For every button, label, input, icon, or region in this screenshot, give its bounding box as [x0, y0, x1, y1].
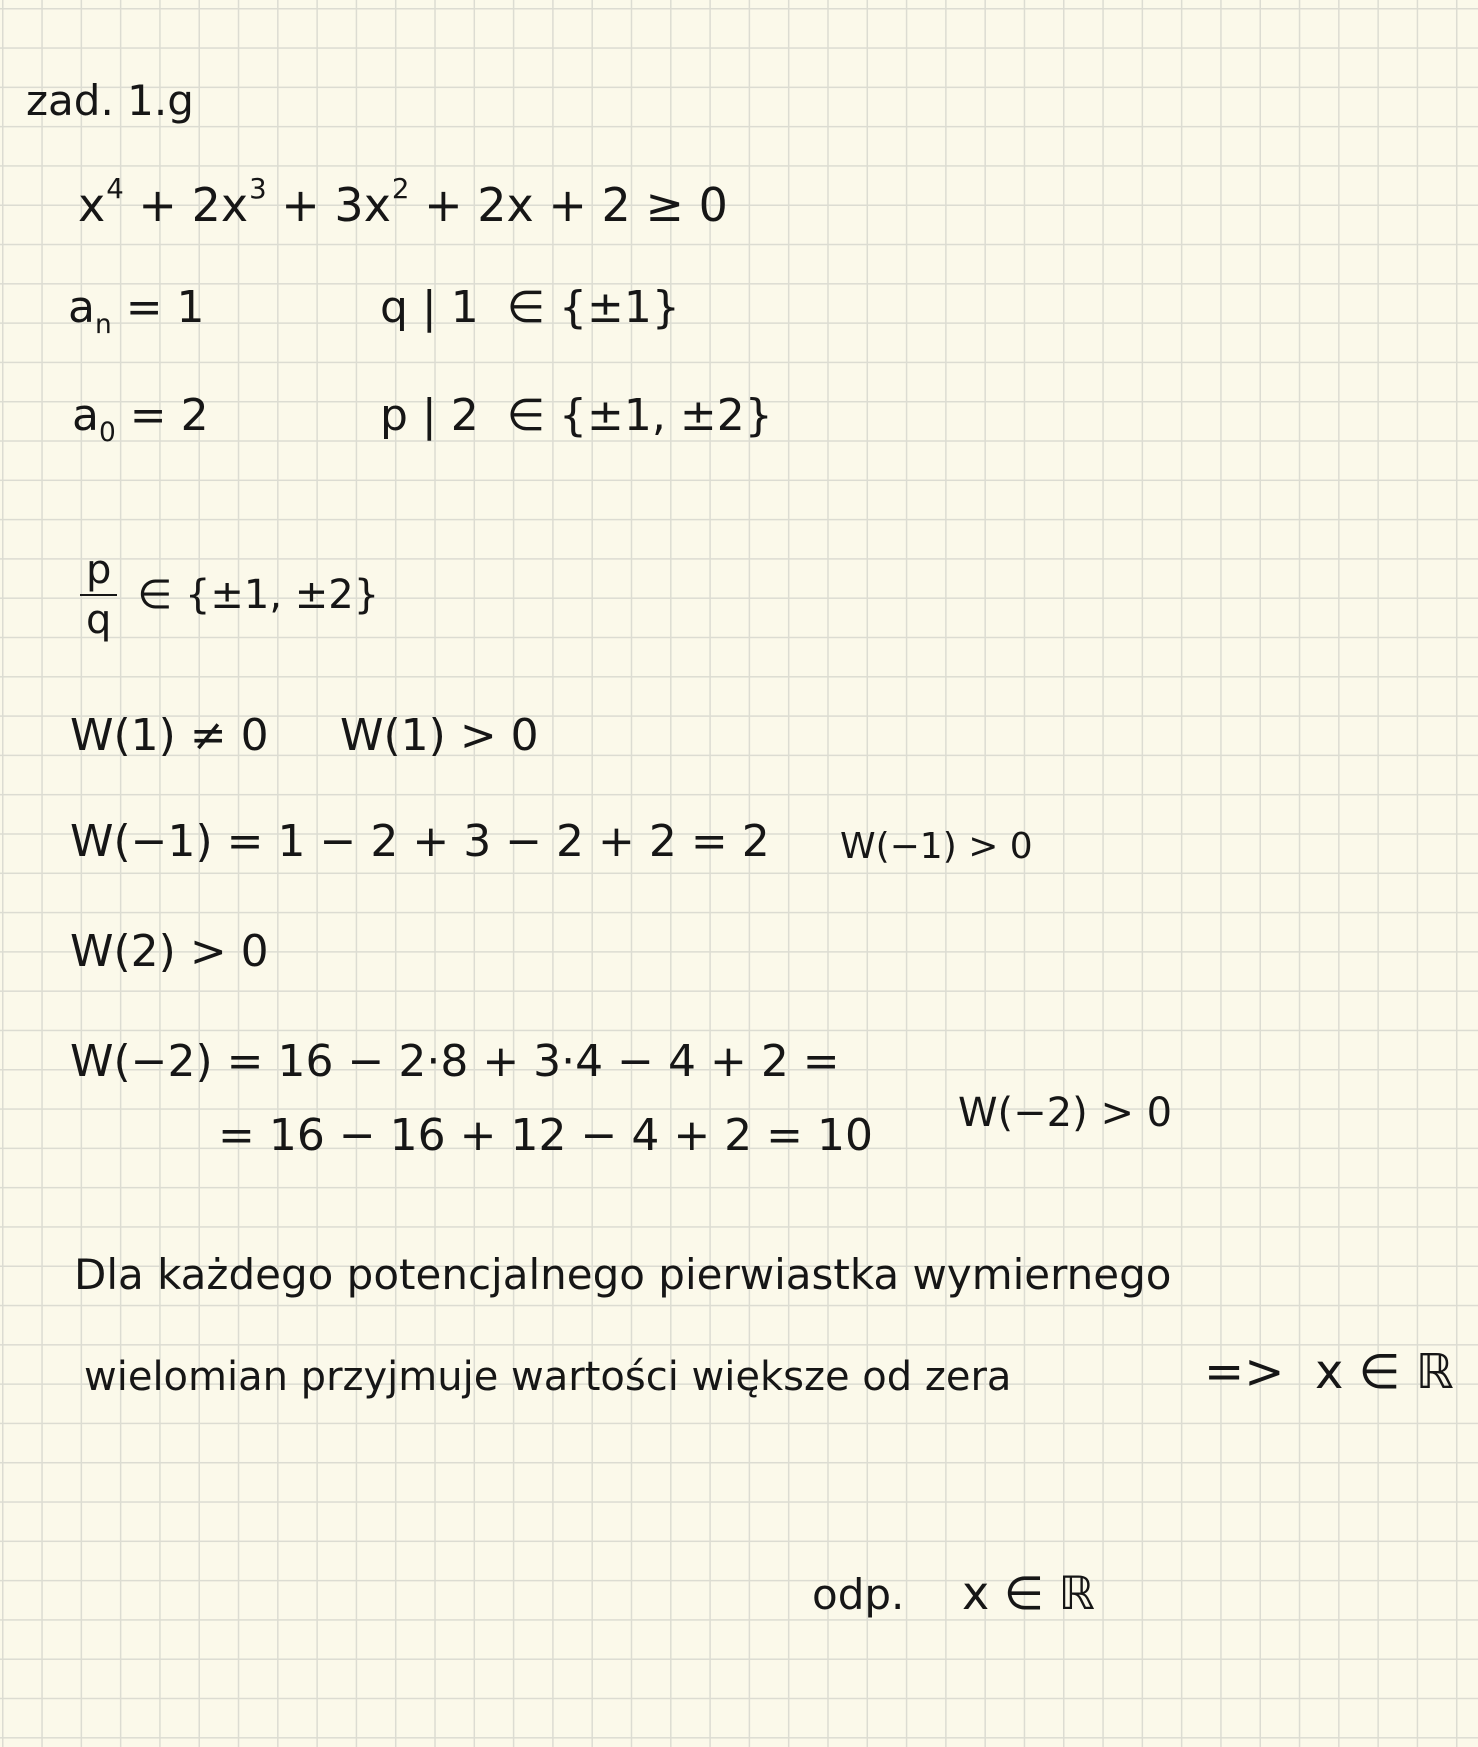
conclusion-line-2: wielomian przyjmuje wartości większe od zera — [84, 1354, 1012, 1400]
w-of-minus-2-result: W(−2) > 0 — [958, 1090, 1173, 1136]
answer-label: odp. — [812, 1570, 905, 1619]
rational-root-candidates: $\frac{p}{q}$ ∈ {±1, ±2} — [80, 550, 379, 640]
w-of-minus-2-line-1: W(−2) = 16 − 2·8 + 3·4 − 4 + 2 = — [70, 1036, 840, 1087]
w-of-1-nonzero: W(1) ≠ 0 — [70, 710, 269, 761]
conclusion-implication: => x ∈ ℝ — [1204, 1344, 1454, 1400]
w-of-minus-1-result: W(−1) > 0 — [840, 826, 1033, 867]
w-of-1-positive: W(1) > 0 — [340, 710, 539, 761]
conclusion-line-1: Dla każdego potencjalnego pierwiastka wymiernego — [74, 1250, 1172, 1299]
inequality: $x^4 + 2x^3 + 3x^2 + 2x + 2 \ge 0$ — [78, 171, 728, 232]
exercise-title: zad. 1.g — [26, 76, 194, 125]
leading-coefficient: $a_n = 1$ — [68, 282, 205, 340]
w-of-minus-2-line-2: = 16 − 16 + 12 − 4 + 2 = 10 — [218, 1110, 873, 1161]
answer-value: x ∈ ℝ — [962, 1566, 1095, 1620]
w-of-2-positive: W(2) > 0 — [70, 926, 269, 977]
p-divisors: p | 2 ∈ {±1, ±2} — [380, 390, 773, 441]
w-of-minus-1-calculation: W(−1) = 1 − 2 + 3 − 2 + 2 = 2 — [70, 816, 770, 867]
q-divisors: q | 1 ∈ {±1} — [380, 282, 680, 333]
p-over-q-fraction: $\frac{p}{q}$ — [80, 550, 117, 640]
constant-coefficient: $a_0 = 2$ — [72, 390, 209, 448]
